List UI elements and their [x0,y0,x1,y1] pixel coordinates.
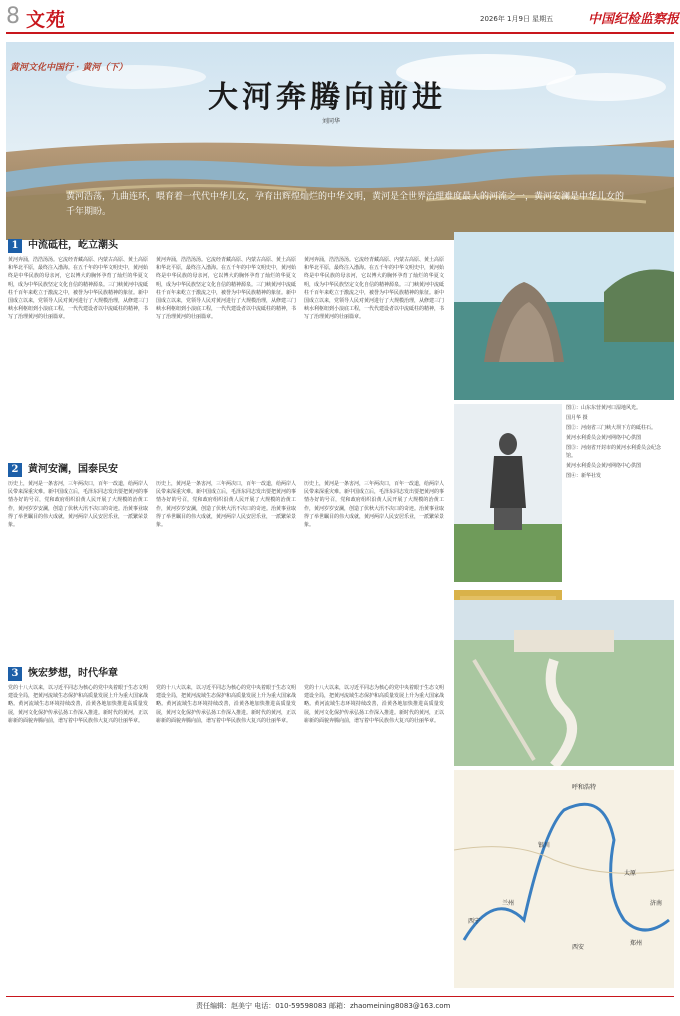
caption-line: 图②：河南省三门峡大坝下方的砥柱石。 [566,425,657,431]
section-number: 2 [8,463,22,477]
section-number: 3 [8,667,22,681]
photo-memorial-garden [454,600,674,766]
caption-line: 图①：山东东营黄河口湿地风光。 [566,405,642,411]
map-label-taiyuan: 太原 [624,870,637,877]
caption-line: 图③：河南省开封市的黄河水利委员会纪念馆。 [566,445,662,459]
photo-statue [454,404,562,582]
yellow-river-map [454,770,674,988]
section-number: 1 [8,239,22,253]
section-title-text: 中流砥柱，屹立潮头 [28,240,118,251]
photo-captions [566,404,670,482]
newspaper-logo: 中国纪检监察报 [588,12,680,27]
map-label-xian: 西安 [572,944,585,951]
map-label-yinchuan: 银川 [538,842,551,849]
caption-line: 黄河水利委员会黄河网络中心供图 [566,463,642,469]
body-column: 历史上，黄河是一条害河，三年两决口，百年一改道，给两岸人民带来深重灾难。新中国成立后，毛泽东同志发出要把黄河的事情办好的号召，党和政府组织沿黄人民开展了大规模的治黄工作，黄河岁岁安澜，创造了伏秋大汛不决口的奇迹。治黄事业取得了举世瞩目的伟大成就，黄河两岸人民安居乐业，一派繁荣景象。 [304,481,444,529]
body-column: 历史上，黄河是一条害河，三年两决口，百年一改道，给两岸人民带来深重灾难。新中国成立后，毛泽东同志发出要把黄河的事情办好的号召，党和政府组织沿黄人民开展了大规模的治黄工作，黄河岁岁安澜，创造了伏秋大汛不决口的奇迹。治黄事业取得了举世瞩目的伟大成就，黄河两岸人民安居乐业，一派繁荣景象。 [8,481,148,529]
series-subtitle: 黄河文化中国行 · 黄河（下） [10,63,128,73]
map-label-hohhot: 呼和浩特 [572,784,597,791]
body-column: 黄河奔涌，浩浩汤汤。它流经青藏高原、内蒙古高原、黄土高原和华北平原，最终注入渤海。在五千年的中华文明史中，黄河始终是中华民族的母亲河，它以博大的胸怀孕育了灿烂的华夏文明，成为中华民族坚定文化自信的精神源泉。三门峡黄河中流砥柱千百年来屹立于激流之中，被誉为中华民族精神的象征。新中国成立以来，党领导人民对黄河进行了大规模治理，从修建三门峡水利枢纽到小浪底工程，一代代建设者以中流砥柱的精神，书写了治理黄河的壮丽篇章。 [156,257,296,321]
page-footer [6,996,674,1013]
caption-line: 国月华 摄 [566,415,588,421]
article-author: 刘同华 [322,118,341,125]
photo-rock-river [454,232,674,400]
map-label-xining: 西宁 [468,918,481,925]
section-heading-3 [8,664,118,681]
map-label-zhengzhou: 郑州 [630,940,643,947]
section-heading-2 [8,460,118,477]
intro-panel [6,184,674,228]
masthead [0,0,680,34]
map-label-jinan: 济南 [650,900,663,907]
article-title: 大河奔腾向前进 [208,80,446,115]
section-title-text: 恢宏梦想，时代华章 [28,668,118,679]
editor-contact: 责任编辑：赵美宁 电话：010-59598083 邮箱：zhaomeining8083@163.com [196,1002,451,1010]
section-title-text: 黄河安澜，国泰民安 [28,464,118,475]
body-column: 黄河奔涌，浩浩汤汤。它流经青藏高原、内蒙古高原、黄土高原和华北平原，最终注入渤海。在五千年的中华文明史中，黄河始终是中华民族的母亲河，它以博大的胸怀孕育了灿烂的华夏文明，成为中华民族坚定文化自信的精神源泉。三门峡黄河中流砥柱千百年来屹立于激流之中，被誉为中华民族精神的象征。新中国成立以来，党领导人民对黄河进行了大规模治理，从修建三门峡水利枢纽到小浪底工程，一代代建设者以中流砥柱的精神，书写了治理黄河的壮丽篇章。 [304,257,444,321]
body-column: 党的十八大以来，以习近平同志为核心的党中央着眼于生态文明建设全局，把黄河流域生态保护和高质量发展上升为重大国家战略。黄河流域生态环境持续改善，沿黄各地加快推进高质量发展，黄河文化保护传承弘扬工作深入推进。新时代的黄河，正以崭新的面貌奔腾向前，谱写着中华民族伟大复兴的壮丽华章。 [304,685,444,724]
caption-line: 黄河水利委员会黄河网络中心供图 [566,435,642,441]
map-label-lanzhou: 兰州 [502,900,515,907]
body-column: 党的十八大以来，以习近平同志为核心的党中央着眼于生态文明建设全局，把黄河流域生态保护和高质量发展上升为重大国家战略。黄河流域生态环境持续改善，沿黄各地加快推进高质量发展，黄河文化保护传承弘扬工作深入推进。新时代的黄河，正以崭新的面貌奔腾向前，谱写着中华民族伟大复兴的壮丽华章。 [8,685,148,724]
issue-date: 2026年 1月9日 星期五 [480,15,554,23]
section-title: 文苑 [26,9,67,31]
caption-line: 图④：新华社发 [566,473,602,479]
body-column: 党的十八大以来，以习近平同志为核心的党中央着眼于生态文明建设全局，把黄河流域生态保护和高质量发展上升为重大国家战略。黄河流域生态环境持续改善，沿黄各地加快推进高质量发展，黄河文化保护传承弘扬工作深入推进。新时代的黄河，正以崭新的面貌奔腾向前，谱写着中华民族伟大复兴的壮丽华章。 [156,685,296,724]
section-heading-1 [8,236,118,253]
intro-text: 黄河浩荡，九曲连环，喂育着一代代中华儿女，孕育出辉煌灿烂的中华文明，黄河是全世界治理难度最大的河流之一，黄河安澜是中华儿女的千年期盼。 [66,192,625,217]
header-rule [6,32,674,34]
page-number: 8 [6,4,20,29]
body-column: 历史上，黄河是一条害河，三年两决口，百年一改道，给两岸人民带来深重灾难。新中国成立后，毛泽东同志发出要把黄河的事情办好的号召，党和政府组织沿黄人民开展了大规模的治黄工作，黄河岁岁安澜，创造了伏秋大汛不决口的奇迹。治黄事业取得了举世瞩目的伟大成就，黄河两岸人民安居乐业，一派繁荣景象。 [156,481,296,529]
body-column: 黄河奔涌，浩浩汤汤。它流经青藏高原、内蒙古高原、黄土高原和华北平原，最终注入渤海。在五千年的中华文明史中，黄河始终是中华民族的母亲河，它以博大的胸怀孕育了灿烂的华夏文明，成为中华民族坚定文化自信的精神源泉。三门峡黄河中流砥柱千百年来屹立于激流之中，被誉为中华民族精神的象征。新中国成立以来，党领导人民对黄河进行了大规模治理，从修建三门峡水利枢纽到小浪底工程，一代代建设者以中流砥柱的精神，书写了治理黄河的壮丽篇章。 [8,257,148,321]
